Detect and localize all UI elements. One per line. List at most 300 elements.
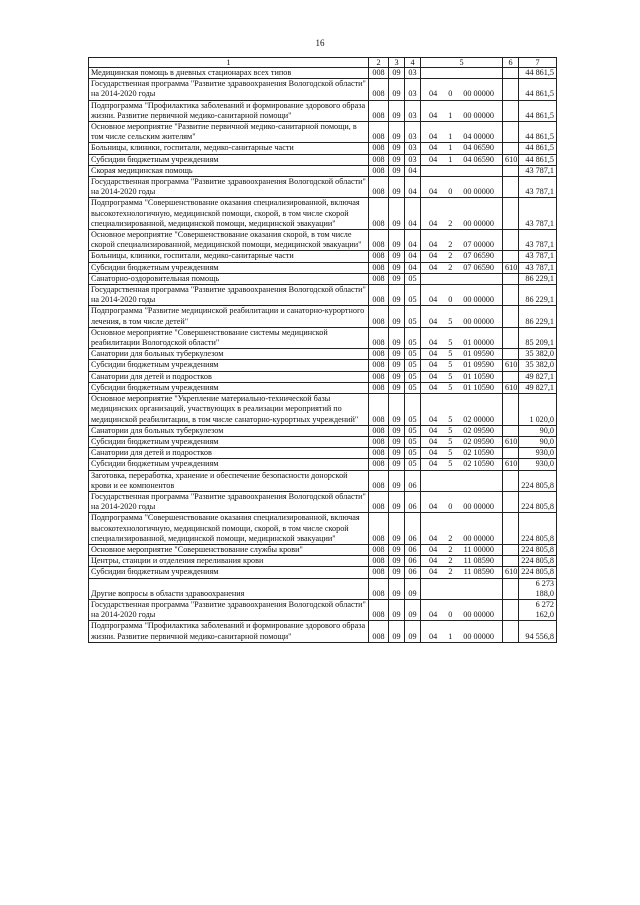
subprogram-code: 0	[448, 502, 453, 512]
target-code: 00 00000	[463, 187, 494, 197]
table-row	[89, 621, 557, 642]
row-amount: 35 382,0	[519, 360, 557, 371]
row-target-article	[421, 382, 503, 393]
row-expense-type	[503, 544, 519, 555]
target-code: 02 10590	[463, 448, 494, 458]
row-target-article	[421, 285, 503, 306]
row-name: Подпрограмма "Профилактика заболеваний и формирование здорового образа жизни. Развитие первичной медико-санитарной помощи"	[89, 621, 369, 642]
row-subsection-code: 06	[405, 544, 421, 555]
row-expense-type	[503, 327, 519, 348]
row-expense-type	[503, 448, 519, 459]
program-code: 04	[429, 502, 438, 512]
program-code: 04	[429, 567, 438, 577]
row-admin-code: 008	[369, 68, 389, 79]
row-amount: 43 787,1	[519, 251, 557, 262]
row-target-article	[421, 599, 503, 620]
row-amount: 1 020,0	[519, 394, 557, 426]
program-code: 04	[429, 110, 438, 120]
subprogram-code: 5	[448, 338, 453, 348]
subprogram-code: 5	[448, 459, 453, 469]
row-expense-type	[503, 143, 519, 154]
table-row	[89, 491, 557, 512]
row-subsection-code: 04	[405, 165, 421, 176]
row-name: Государственная программа "Развитие здравоохранения Вологодской области" на 2014-2020 годы	[89, 177, 369, 198]
row-subsection-code: 05	[405, 382, 421, 393]
row-amount: 44 861,5	[519, 79, 557, 100]
row-amount: 49 827,1	[519, 382, 557, 393]
row-target-article	[421, 470, 503, 491]
row-amount: 6 272 162,0	[519, 599, 557, 620]
target-code: 01 10590	[463, 382, 494, 392]
row-subsection-code: 05	[405, 448, 421, 459]
col-header-1: 1	[89, 58, 369, 68]
row-amount: 6 273 188,0	[519, 578, 557, 599]
row-admin-code: 008	[369, 143, 389, 154]
row-subsection-code: 05	[405, 394, 421, 426]
row-admin-code: 008	[369, 371, 389, 382]
row-admin-code: 008	[369, 436, 389, 447]
subprogram-code: 1	[448, 631, 453, 641]
row-name: Подпрограмма "Совершенствование оказания специализированной, включая высокотехнологичную, медицинской помощи, скорой, в том числе скорой специализированной, медицинской помощи, медицинской эвакуации"	[89, 513, 369, 545]
row-target-article	[421, 198, 503, 230]
row-section-code: 09	[389, 68, 405, 79]
row-target-article	[421, 68, 503, 79]
table-row	[89, 470, 557, 491]
subprogram-code: 2	[448, 567, 453, 577]
row-name: Подпрограмма "Развитие медицинской реабилитации и санаторно-курортного лечения, в том числе детей"	[89, 306, 369, 327]
row-admin-code: 008	[369, 425, 389, 436]
row-section-code: 09	[389, 230, 405, 251]
target-code: 01 09590	[463, 360, 494, 370]
row-name: Основное мероприятие "Совершенствование оказания скорой, в том числе скорой специализированной, медицинской помощи, медицинской эвакуации"	[89, 230, 369, 251]
row-name: Основное мероприятие "Совершенствование службы крови"	[89, 544, 369, 555]
row-subsection-code: 05	[405, 371, 421, 382]
program-code: 04	[429, 436, 438, 446]
row-name: Основное мероприятие "Развитие первичной медико-санитарной помощи, в том числе сельским жителям"	[89, 122, 369, 143]
row-admin-code: 008	[369, 567, 389, 578]
row-admin-code: 008	[369, 79, 389, 100]
target-code: 11 00000	[463, 544, 494, 554]
row-section-code: 09	[389, 143, 405, 154]
row-expense-type	[503, 198, 519, 230]
row-subsection-code: 04	[405, 177, 421, 198]
target-code: 00 00000	[463, 295, 494, 305]
row-name: Подпрограмма "Совершенствование оказания специализированной, включая высокотехнологичную, медицинской помощи, скорой, в том числе скорой специализированной, медицинской помощи, медицинской эвакуации"	[89, 198, 369, 230]
program-code: 04	[429, 544, 438, 554]
row-expense-type	[503, 285, 519, 306]
row-subsection-code: 04	[405, 262, 421, 273]
table-row	[89, 273, 557, 284]
row-admin-code: 008	[369, 578, 389, 599]
row-section-code: 09	[389, 251, 405, 262]
subprogram-code: 2	[448, 544, 453, 554]
program-code: 04	[429, 295, 438, 305]
target-code: 04 06590	[463, 143, 494, 153]
table-row	[89, 544, 557, 555]
table-row	[89, 165, 557, 176]
row-expense-type	[503, 251, 519, 262]
program-code: 04	[429, 240, 438, 250]
row-section-code: 09	[389, 285, 405, 306]
row-admin-code: 008	[369, 230, 389, 251]
row-name: Государственная программа "Развитие здравоохранения Вологодской области" на 2014-2020 годы	[89, 599, 369, 620]
row-target-article	[421, 360, 503, 371]
target-code: 04 00000	[463, 132, 494, 142]
row-amount: 43 787,1	[519, 262, 557, 273]
row-admin-code: 008	[369, 306, 389, 327]
row-admin-code: 008	[369, 621, 389, 642]
table-row	[89, 198, 557, 230]
row-amount: 86 229,1	[519, 285, 557, 306]
budget-table	[88, 57, 557, 643]
subprogram-code: 2	[448, 556, 453, 566]
program-code: 04	[429, 631, 438, 641]
table-row	[89, 143, 557, 154]
row-expense-type	[503, 578, 519, 599]
program-code: 04	[429, 262, 438, 272]
row-target-article	[421, 306, 503, 327]
table-row	[89, 382, 557, 393]
row-subsection-code: 09	[405, 599, 421, 620]
target-code: 00 00000	[463, 502, 494, 512]
subprogram-code: 1	[448, 154, 453, 164]
row-subsection-code: 04	[405, 198, 421, 230]
subprogram-code: 1	[448, 110, 453, 120]
row-amount: 930,0	[519, 448, 557, 459]
row-expense-type	[503, 425, 519, 436]
table-row	[89, 425, 557, 436]
row-amount: 44 861,5	[519, 143, 557, 154]
row-admin-code: 008	[369, 100, 389, 121]
row-name: Государственная программа "Развитие здравоохранения Вологодской области" на 2014-2020 годы	[89, 79, 369, 100]
target-code: 00 00000	[463, 533, 494, 543]
row-name: Другие вопросы в области здравоохранения	[89, 578, 369, 599]
row-amount: 35 382,0	[519, 349, 557, 360]
row-amount: 43 787,1	[519, 177, 557, 198]
row-subsection-code: 06	[405, 556, 421, 567]
row-amount: 86 229,1	[519, 273, 557, 284]
row-admin-code: 008	[369, 360, 389, 371]
row-expense-type	[503, 621, 519, 642]
row-section-code: 09	[389, 513, 405, 545]
row-name: Санатории для детей и подростков	[89, 371, 369, 382]
row-target-article	[421, 122, 503, 143]
row-expense-type	[503, 349, 519, 360]
table-row	[89, 567, 557, 578]
table-row	[89, 251, 557, 262]
row-target-article	[421, 394, 503, 426]
row-admin-code: 008	[369, 470, 389, 491]
target-code: 07 06590	[463, 251, 494, 261]
row-admin-code: 008	[369, 177, 389, 198]
row-subsection-code: 04	[405, 251, 421, 262]
row-amount: 224 805,8	[519, 544, 557, 555]
row-subsection-code: 06	[405, 491, 421, 512]
row-name: Основное мероприятие "Совершенствование системы медицинской реабилитации Вологодской области"	[89, 327, 369, 348]
subprogram-code: 5	[448, 425, 453, 435]
row-target-article	[421, 491, 503, 512]
row-target-article	[421, 262, 503, 273]
row-name: Центры, станции и отделения переливания крови	[89, 556, 369, 567]
target-code: 00 00000	[463, 631, 494, 641]
row-amount: 44 861,5	[519, 122, 557, 143]
row-admin-code: 008	[369, 198, 389, 230]
program-code: 04	[429, 382, 438, 392]
target-code: 00 00000	[463, 218, 494, 228]
subprogram-code: 2	[448, 218, 453, 228]
subprogram-code: 5	[448, 414, 453, 424]
program-code: 04	[429, 154, 438, 164]
row-section-code: 09	[389, 79, 405, 100]
row-admin-code: 008	[369, 491, 389, 512]
target-code: 11 08590	[463, 567, 494, 577]
row-name: Санаторно-оздоровительная помощь	[89, 273, 369, 284]
target-code: 02 00000	[463, 414, 494, 424]
row-subsection-code: 06	[405, 470, 421, 491]
row-amount: 930,0	[519, 459, 557, 470]
row-section-code: 09	[389, 448, 405, 459]
row-name: Субсидии бюджетным учреждениям	[89, 459, 369, 470]
row-admin-code: 008	[369, 459, 389, 470]
row-admin-code: 008	[369, 154, 389, 165]
row-subsection-code: 05	[405, 349, 421, 360]
row-amount: 44 861,5	[519, 154, 557, 165]
row-expense-type	[503, 165, 519, 176]
row-target-article	[421, 371, 503, 382]
row-target-article	[421, 251, 503, 262]
table-row	[89, 513, 557, 545]
row-expense-type	[503, 470, 519, 491]
target-code: 04 06590	[463, 154, 494, 164]
subprogram-code: 0	[448, 610, 453, 620]
row-name: Скорая медицинская помощь	[89, 165, 369, 176]
row-admin-code: 008	[369, 262, 389, 273]
row-name: Субсидии бюджетным учреждениям	[89, 154, 369, 165]
table-row	[89, 556, 557, 567]
row-expense-type	[503, 513, 519, 545]
row-target-article	[421, 230, 503, 251]
program-code: 04	[429, 556, 438, 566]
row-target-article	[421, 544, 503, 555]
col-header-7: 7	[519, 58, 557, 68]
row-target-article	[421, 436, 503, 447]
row-section-code: 09	[389, 306, 405, 327]
row-amount: 224 805,8	[519, 567, 557, 578]
table-row	[89, 448, 557, 459]
subprogram-code: 1	[448, 132, 453, 142]
target-code: 07 00000	[463, 240, 494, 250]
row-expense-type	[503, 79, 519, 100]
program-code: 04	[429, 349, 438, 359]
program-code: 04	[429, 251, 438, 261]
subprogram-code: 5	[448, 349, 453, 359]
row-target-article	[421, 349, 503, 360]
row-amount: 224 805,8	[519, 556, 557, 567]
row-subsection-code: 03	[405, 154, 421, 165]
row-target-article	[421, 459, 503, 470]
table-row	[89, 459, 557, 470]
program-code: 04	[429, 187, 438, 197]
row-target-article	[421, 567, 503, 578]
row-target-article	[421, 165, 503, 176]
program-code: 04	[429, 371, 438, 381]
row-section-code: 09	[389, 459, 405, 470]
row-expense-type	[503, 394, 519, 426]
row-subsection-code: 03	[405, 122, 421, 143]
row-subsection-code: 09	[405, 578, 421, 599]
row-expense-type	[503, 122, 519, 143]
row-section-code: 09	[389, 544, 405, 555]
row-subsection-code: 04	[405, 230, 421, 251]
row-subsection-code: 03	[405, 68, 421, 79]
row-section-code: 09	[389, 100, 405, 121]
row-target-article	[421, 154, 503, 165]
row-section-code: 09	[389, 122, 405, 143]
row-expense-type	[503, 230, 519, 251]
row-amount: 86 229,1	[519, 306, 557, 327]
row-expense-type: 610	[503, 154, 519, 165]
row-amount: 43 787,1	[519, 198, 557, 230]
row-section-code: 09	[389, 360, 405, 371]
page-number: 16	[315, 38, 325, 48]
row-amount: 224 805,8	[519, 470, 557, 491]
col-header-3: 3	[389, 58, 405, 68]
row-admin-code: 008	[369, 382, 389, 393]
target-code: 01 09590	[463, 349, 494, 359]
row-section-code: 09	[389, 177, 405, 198]
row-expense-type	[503, 273, 519, 284]
row-admin-code: 008	[369, 285, 389, 306]
row-section-code: 09	[389, 394, 405, 426]
row-expense-type: 610	[503, 436, 519, 447]
table-row	[89, 436, 557, 447]
col-header-6: 6	[503, 58, 519, 68]
table-row	[89, 349, 557, 360]
row-name: Подпрограмма "Профилактика заболеваний и формирование здорового образа жизни. Развитие первичной медико-санитарной помощи"	[89, 100, 369, 121]
table-row	[89, 68, 557, 79]
subprogram-code: 5	[448, 316, 453, 326]
row-amount: 90,0	[519, 436, 557, 447]
subprogram-code: 5	[448, 448, 453, 458]
target-code: 01 00000	[463, 338, 494, 348]
row-target-article	[421, 556, 503, 567]
row-subsection-code: 06	[405, 567, 421, 578]
table-row	[89, 306, 557, 327]
row-expense-type: 610	[503, 567, 519, 578]
program-code: 04	[429, 610, 438, 620]
table-row	[89, 100, 557, 121]
target-code: 01 10590	[463, 371, 494, 381]
row-section-code: 09	[389, 425, 405, 436]
row-expense-type	[503, 599, 519, 620]
subprogram-code: 0	[448, 187, 453, 197]
row-expense-type	[503, 556, 519, 567]
row-subsection-code: 03	[405, 79, 421, 100]
program-code: 04	[429, 143, 438, 153]
target-code: 07 06590	[463, 262, 494, 272]
row-admin-code: 008	[369, 165, 389, 176]
row-section-code: 09	[389, 154, 405, 165]
subprogram-code: 1	[448, 143, 453, 153]
row-name: Субсидии бюджетным учреждениям	[89, 360, 369, 371]
row-amount: 224 805,8	[519, 513, 557, 545]
row-admin-code: 008	[369, 448, 389, 459]
program-code: 04	[429, 448, 438, 458]
row-expense-type	[503, 371, 519, 382]
target-code: 00 00000	[463, 610, 494, 620]
subprogram-code: 5	[448, 371, 453, 381]
row-target-article	[421, 79, 503, 100]
row-name: Санатории для больных туберкулезом	[89, 349, 369, 360]
row-target-article	[421, 143, 503, 154]
row-admin-code: 008	[369, 513, 389, 545]
row-name: Санатории для детей и подростков	[89, 448, 369, 459]
row-admin-code: 008	[369, 327, 389, 348]
row-expense-type: 610	[503, 262, 519, 273]
program-code: 04	[429, 414, 438, 424]
row-target-article	[421, 621, 503, 642]
row-amount: 85 209,1	[519, 327, 557, 348]
subprogram-code: 2	[448, 240, 453, 250]
table-row	[89, 371, 557, 382]
row-target-article	[421, 100, 503, 121]
row-amount: 43 787,1	[519, 165, 557, 176]
subprogram-code: 0	[448, 295, 453, 305]
row-expense-type	[503, 100, 519, 121]
row-name: Субсидии бюджетным учреждениям	[89, 436, 369, 447]
subprogram-code: 2	[448, 533, 453, 543]
program-code: 04	[429, 459, 438, 469]
row-section-code: 09	[389, 567, 405, 578]
row-amount: 44 861,5	[519, 68, 557, 79]
subprogram-code: 5	[448, 382, 453, 392]
row-name: Больницы, клиники, госпитали, медико-санитарные части	[89, 143, 369, 154]
target-code: 02 10590	[463, 459, 494, 469]
table-body	[89, 68, 557, 643]
row-admin-code: 008	[369, 599, 389, 620]
row-amount: 224 805,8	[519, 491, 557, 512]
row-subsection-code: 03	[405, 143, 421, 154]
row-admin-code: 008	[369, 556, 389, 567]
row-section-code: 09	[389, 165, 405, 176]
row-name: Санатории для больных туберкулезом	[89, 425, 369, 436]
row-section-code: 09	[389, 327, 405, 348]
table-row	[89, 394, 557, 426]
target-code: 00 00000	[463, 89, 494, 99]
row-name: Больницы, клиники, госпитали, медико-санитарные части	[89, 251, 369, 262]
row-subsection-code: 05	[405, 360, 421, 371]
row-section-code: 09	[389, 491, 405, 512]
program-code: 04	[429, 533, 438, 543]
subprogram-code: 5	[448, 436, 453, 446]
row-name: Субсидии бюджетным учреждениям	[89, 262, 369, 273]
row-section-code: 09	[389, 470, 405, 491]
table-row	[89, 122, 557, 143]
row-target-article	[421, 513, 503, 545]
table-row	[89, 154, 557, 165]
row-target-article	[421, 177, 503, 198]
row-section-code: 09	[389, 578, 405, 599]
row-name: Основное мероприятие "Укрепление материально-технической базы медицинских организаций, участвующих в реализации мероприятий по медицинской реабилитации, в том числе санаторно-курортных учреждений"	[89, 394, 369, 426]
row-expense-type	[503, 177, 519, 198]
table-row	[89, 578, 557, 599]
row-subsection-code: 05	[405, 285, 421, 306]
row-name: Субсидии бюджетным учреждениям	[89, 382, 369, 393]
table-row	[89, 177, 557, 198]
row-name: Субсидии бюджетным учреждениям	[89, 567, 369, 578]
row-subsection-code: 06	[405, 513, 421, 545]
program-code: 04	[429, 425, 438, 435]
